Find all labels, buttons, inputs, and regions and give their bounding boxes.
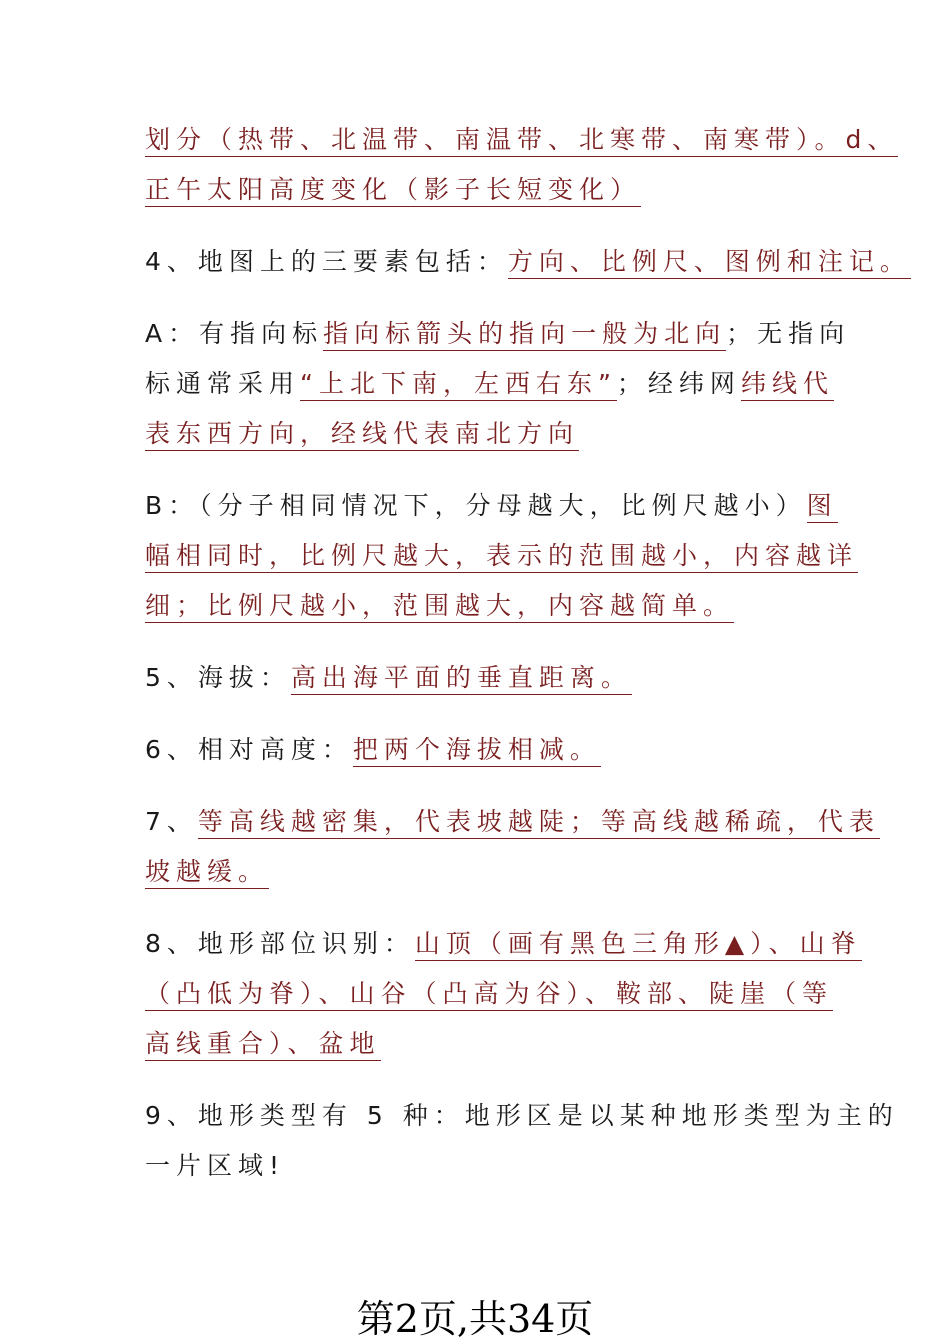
text-line <box>145 1027 810 1061</box>
question-text: B：（分子相同情况下，分母越大，比例尺越小） <box>145 491 807 520</box>
text-line <box>145 977 834 1011</box>
text-line <box>145 123 899 157</box>
question-text: 一片区域! <box>145 1151 286 1180</box>
text-line <box>145 489 838 523</box>
answer-text: 方向、比例尺、图例和注记。 <box>508 247 911 279</box>
answer-text: 坡越缓。 <box>145 857 269 889</box>
text-line <box>145 805 880 839</box>
answer-text: 高出海平面的垂直距离。 <box>291 663 632 695</box>
text-line <box>145 589 810 623</box>
answer-text: 细；比例尺越小，范围越大，内容越简单。 <box>145 591 734 623</box>
question-text: 7、 <box>145 807 198 836</box>
answer-text: 幅相同时，比例尺越大，表示的范围越小，内容越详 <box>145 541 858 573</box>
answer-text: 纬线代 <box>741 369 834 401</box>
question-text: 9、地形类型有 5 种：地形区是以某种地形类型为主的 <box>145 1101 899 1130</box>
answer-text: 图 <box>807 491 838 523</box>
answer-text: “上北下南，左西右东” <box>300 369 617 401</box>
answer-text: 指向标箭头的指向一般为北向 <box>323 319 726 351</box>
text-line <box>145 1149 810 1183</box>
answer-text: 把两个海拔相减。 <box>353 735 601 767</box>
question-text: 6、相对高度： <box>145 735 353 764</box>
question-text: 4、地图上的三要素包括： <box>145 247 508 276</box>
question-text: 5、海拔： <box>145 663 291 692</box>
text-line <box>145 1099 899 1133</box>
text-line <box>145 317 851 351</box>
text-line <box>145 733 810 767</box>
question-text: ；经纬网 <box>616 369 741 398</box>
answer-text: 等高线越密集，代表坡越陡；等高线越稀疏，代表 <box>198 807 880 839</box>
answer-text: 山顶（画有黑色三角形▲）、山脊 <box>415 929 862 961</box>
text-line <box>145 245 911 279</box>
question-text: A：有指向标 <box>145 319 324 348</box>
text-line <box>145 661 810 695</box>
answer-text: 表东西方向，经线代表南北方向 <box>145 419 579 451</box>
answer-text: 正午太阳高度变化（影子长短变化） <box>145 175 641 207</box>
answer-text: （凸低为脊）、山谷（凸高为谷）、鞍部、陡崖（等 <box>145 979 833 1011</box>
question-text: 8、地形部位识别： <box>145 929 415 958</box>
text-line <box>145 367 834 401</box>
text-line <box>145 539 859 573</box>
question-text: ；无指向 <box>726 319 851 348</box>
question-text: 标通常采用 <box>145 369 301 398</box>
text-line <box>145 417 810 451</box>
answer-text: 高线重合）、盆地 <box>145 1029 381 1061</box>
text-line <box>145 855 810 889</box>
page-footer: 第2页,共34页 <box>356 1297 594 1341</box>
text-line <box>145 927 862 961</box>
answer-text: 划分（热带、北温带、南温带、北寒带、南寒带）。d、 <box>145 125 898 157</box>
text-line <box>145 173 810 207</box>
